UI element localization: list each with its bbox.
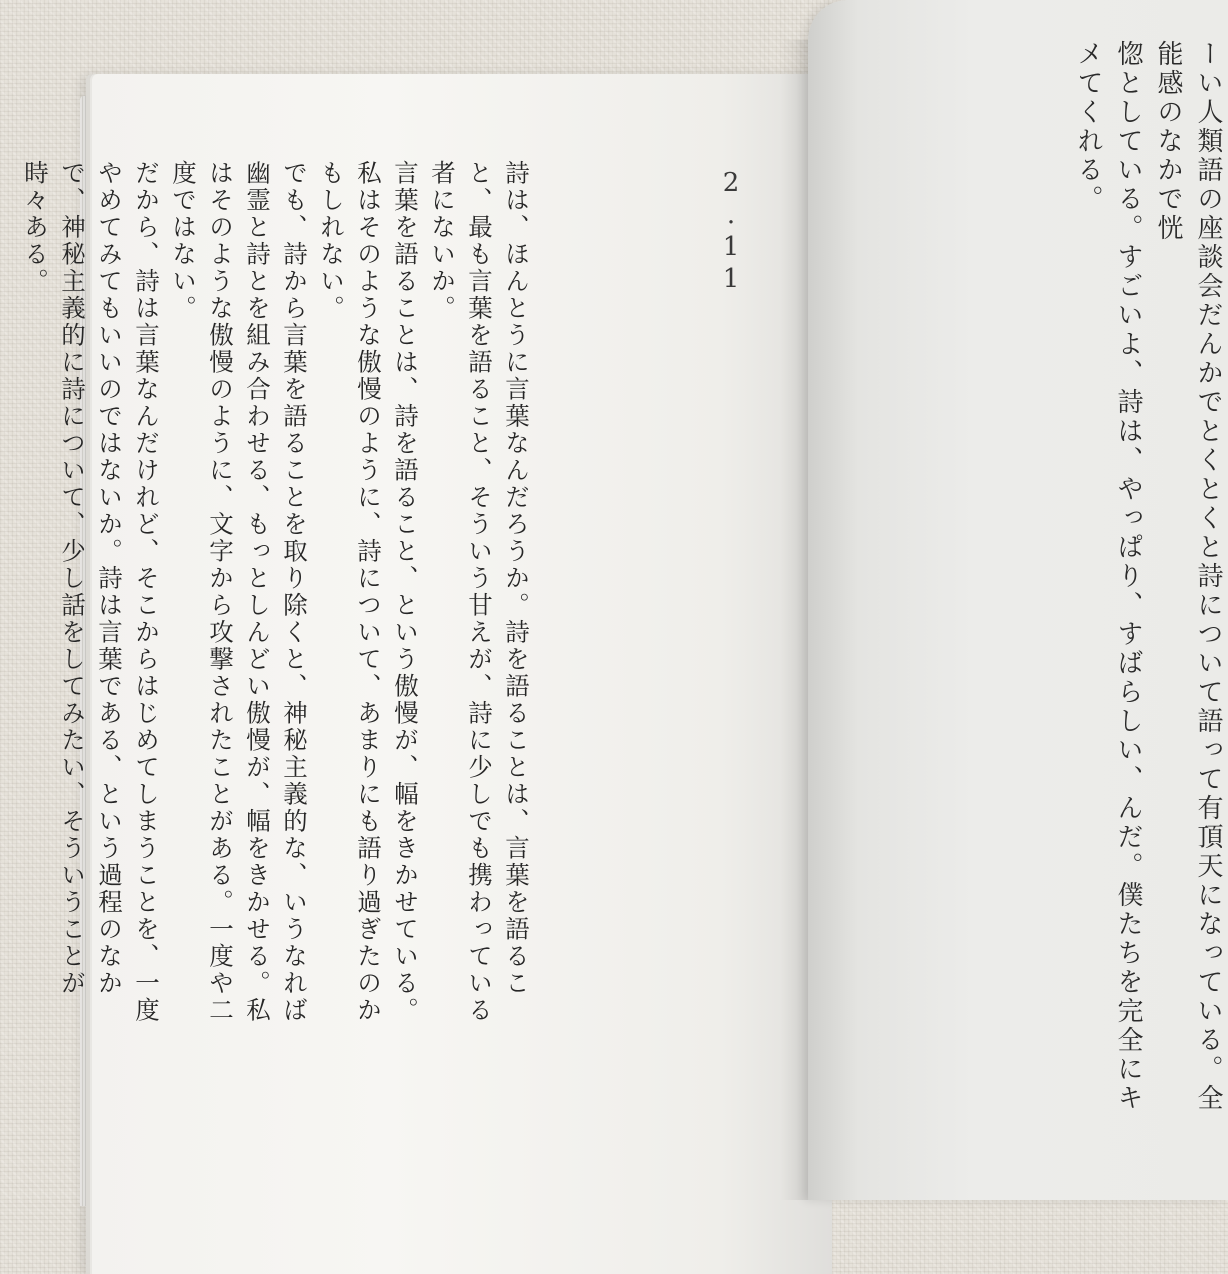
paragraph: だから、詩は言葉なんだけれど、そこからはじめてしまうことを、一度やめてみてもいいのではないか。詩は言葉である、という過程のなかで、神秘主義的に詩について、少し話をしてみたい、そういうことが時々ある。 bbox=[21, 160, 161, 1024]
left-page-body-text bbox=[17, 160, 535, 1040]
right-page-body-text bbox=[1073, 40, 1228, 1140]
paragraph: 言葉を語ることは、詩を語ること、という傲慢が、幅をきかせている。私はそのような傲慢のように、詩について、あまりにも語り過ぎたのかもしれない。 bbox=[317, 160, 420, 1024]
page-number: 2.11 bbox=[716, 168, 746, 296]
paragraph: でも、詩から言葉を語ることを取り除くと、神秘主義的な、いうなれば幽霊と詩とを組み合わせる、もっとしんどい傲慢が、幅をきかせる。私はそのような傲慢のように、文字から攻撃されたことがある。一度や二度ではない。 bbox=[169, 160, 309, 1024]
text-line: ーい人類語の座談会だんかでとくとくと詩について語って有頂天になっている。全能感のなかで恍 bbox=[1153, 40, 1223, 1113]
text-line: 惚としている。すごいよ、詩は、やっぱり、すばらしい、んだ。僕たちを完全にキメてくれる。 bbox=[1073, 40, 1143, 1113]
paragraph: 詩は、ほんとうに言葉なんだろうか。詩を語ることは、言葉を語ること、最も言葉を語ること、そういう甘えが、詩に少しでも携わっている者にないか。 bbox=[428, 160, 531, 1024]
